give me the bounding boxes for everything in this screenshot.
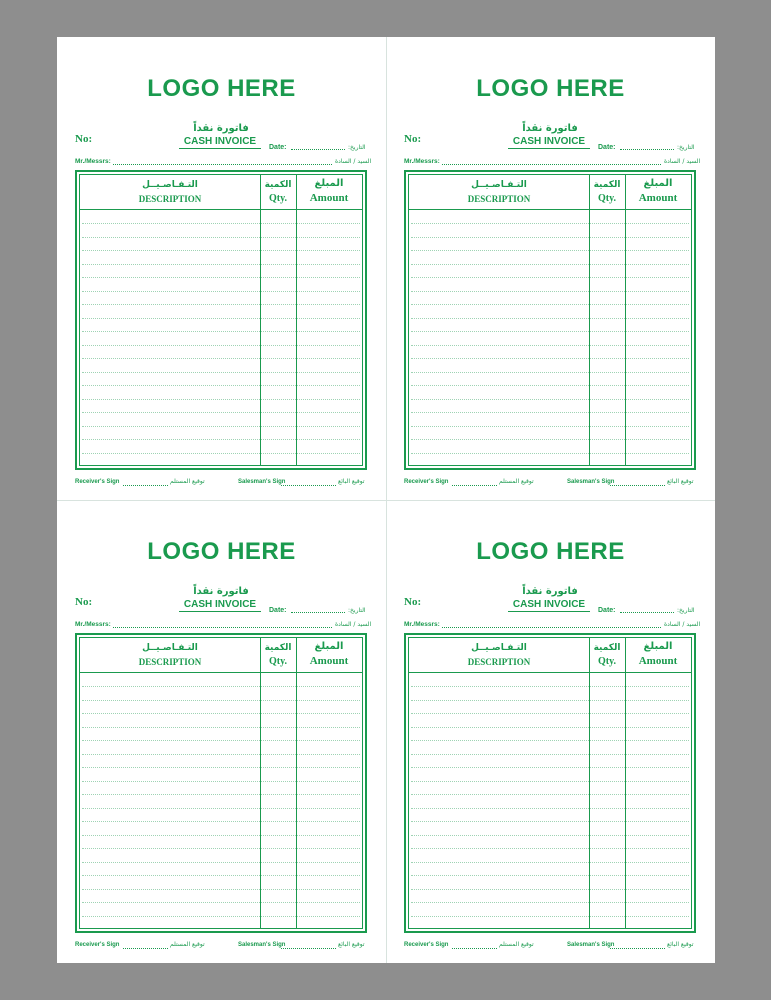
- invoice-title: CASH INVOICE: [179, 599, 261, 612]
- receiver-sign-label-arabic: توقيع المستلم: [170, 478, 205, 485]
- item-row-line: [82, 781, 360, 782]
- receiver-sign-line: [123, 485, 168, 486]
- invoice-title: CASH INVOICE: [508, 136, 590, 149]
- item-row-line: [82, 358, 360, 359]
- salesman-sign-label: Salesman's Sign: [567, 942, 615, 948]
- receiver-sign-label: Receiver's Sign: [75, 479, 120, 485]
- date-field-line: [291, 149, 345, 150]
- item-row-line: [411, 835, 689, 836]
- receiver-sign-line: [452, 485, 497, 486]
- item-row-line: [82, 426, 360, 427]
- items-table-inner: [79, 637, 363, 929]
- item-row-line: [411, 372, 689, 373]
- item-row-line: [411, 700, 689, 701]
- receiver-sign-label: Receiver's Sign: [404, 942, 449, 948]
- date-label-arabic: التاريخ:: [677, 144, 695, 151]
- customer-label: Mr./Messrs:: [404, 621, 440, 628]
- column-divider: [296, 175, 297, 465]
- item-row-line: [411, 875, 689, 876]
- item-row-line: [82, 902, 360, 903]
- invoice-number-label: No:: [404, 133, 422, 145]
- item-row-line: [411, 426, 689, 427]
- qty-header: Qty.: [597, 193, 617, 204]
- item-row-line: [82, 767, 360, 768]
- invoice-title-arabic: فاتورة نقداً: [193, 123, 249, 134]
- invoice-title: CASH INVOICE: [179, 136, 261, 149]
- description-header-arabic: التـفـاصـيــل: [142, 180, 198, 190]
- description-header: DESCRIPTION: [467, 194, 531, 204]
- customer-field-line: [113, 627, 332, 628]
- invoice-form: [57, 500, 386, 963]
- invoice-number-label: No:: [75, 596, 93, 608]
- item-row-line: [82, 862, 360, 863]
- item-row-line: [82, 875, 360, 876]
- item-row-line: [82, 304, 360, 305]
- invoice-title-arabic: فاتورة نقداً: [522, 586, 578, 597]
- receiver-sign-label-arabic: توقيع المستلم: [170, 941, 205, 948]
- column-divider: [260, 175, 261, 465]
- column-divider: [625, 175, 626, 465]
- item-row-line: [82, 453, 360, 454]
- salesman-sign-label-arabic: توقيع البائع: [338, 941, 365, 948]
- item-row-line: [411, 304, 689, 305]
- item-row-line: [82, 794, 360, 795]
- description-header: DESCRIPTION: [138, 194, 202, 204]
- item-row-line: [411, 808, 689, 809]
- salesman-sign-label: Salesman's Sign: [567, 479, 615, 485]
- customer-field-line: [442, 627, 661, 628]
- item-row-line: [411, 821, 689, 822]
- header-divider: [80, 672, 362, 673]
- item-row-line: [82, 237, 360, 238]
- item-row-line: [82, 916, 360, 917]
- item-row-line: [411, 223, 689, 224]
- salesman-sign-line: [281, 485, 336, 486]
- amount-header-arabic: المبلغ: [314, 178, 344, 189]
- item-row-line: [411, 318, 689, 319]
- customer-label: Mr./Messrs:: [75, 158, 111, 165]
- item-row-line: [82, 700, 360, 701]
- header-divider: [80, 209, 362, 210]
- qty-header-arabic: الكمية: [264, 643, 292, 653]
- amount-header-arabic: المبلغ: [314, 641, 344, 652]
- item-row-line: [82, 889, 360, 890]
- item-row-line: [411, 453, 689, 454]
- item-row-line: [411, 727, 689, 728]
- item-row-line: [82, 835, 360, 836]
- salesman-sign-line: [610, 485, 665, 486]
- item-row-line: [82, 277, 360, 278]
- column-divider: [589, 175, 590, 465]
- column-divider: [589, 638, 590, 928]
- item-row-line: [82, 264, 360, 265]
- items-table-inner: [408, 174, 692, 466]
- items-table: [404, 633, 696, 933]
- item-row-line: [411, 794, 689, 795]
- amount-header-arabic: المبلغ: [643, 178, 673, 189]
- item-row-line: [82, 250, 360, 251]
- amount-header: Amount: [309, 655, 349, 667]
- date-field-line: [620, 612, 674, 613]
- logo-placeholder: LOGO HERE: [476, 538, 625, 565]
- item-row-line: [82, 439, 360, 440]
- item-row-line: [411, 740, 689, 741]
- item-row-line: [411, 754, 689, 755]
- items-table-inner: [408, 637, 692, 929]
- date-field-line: [620, 149, 674, 150]
- date-label: Date:: [269, 144, 287, 151]
- salesman-sign-label: Salesman's Sign: [238, 942, 286, 948]
- item-row-line: [82, 331, 360, 332]
- qty-header: Qty.: [268, 193, 288, 204]
- date-label-arabic: التاريخ:: [677, 607, 695, 614]
- salesman-sign-label-arabic: توقيع البائع: [338, 478, 365, 485]
- invoice-title-arabic: فاتورة نقداً: [522, 123, 578, 134]
- date-label: Date:: [598, 607, 616, 614]
- item-row-line: [82, 345, 360, 346]
- date-label-arabic: التاريخ:: [348, 607, 366, 614]
- item-row-line: [82, 372, 360, 373]
- customer-field-line: [113, 164, 332, 165]
- receiver-sign-line: [452, 948, 497, 949]
- logo-placeholder: LOGO HERE: [476, 75, 625, 102]
- column-divider: [296, 638, 297, 928]
- header-divider: [409, 672, 691, 673]
- receiver-sign-line: [123, 948, 168, 949]
- item-row-line: [82, 318, 360, 319]
- salesman-sign-line: [281, 948, 336, 949]
- salesman-sign-line: [610, 948, 665, 949]
- item-row-line: [411, 848, 689, 849]
- receiver-sign-label-arabic: توقيع المستلم: [499, 478, 534, 485]
- item-row-line: [82, 821, 360, 822]
- amount-header-arabic: المبلغ: [643, 641, 673, 652]
- item-row-line: [411, 331, 689, 332]
- date-label-arabic: التاريخ:: [348, 144, 366, 151]
- date-label: Date:: [598, 144, 616, 151]
- items-table: [75, 170, 367, 470]
- item-row-line: [82, 740, 360, 741]
- customer-label-arabic: السيد / السادة: [664, 158, 701, 165]
- item-row-line: [411, 916, 689, 917]
- qty-header: Qty.: [597, 656, 617, 667]
- qty-header: Qty.: [268, 656, 288, 667]
- item-row-line: [82, 848, 360, 849]
- qty-header-arabic: الكمية: [593, 180, 621, 190]
- item-row-line: [411, 889, 689, 890]
- description-header: DESCRIPTION: [138, 657, 202, 667]
- date-label: Date:: [269, 607, 287, 614]
- column-divider: [625, 638, 626, 928]
- date-field-line: [291, 612, 345, 613]
- amount-header: Amount: [638, 655, 678, 667]
- salesman-sign-label-arabic: توقيع البائع: [667, 941, 694, 948]
- item-row-line: [411, 439, 689, 440]
- item-row-line: [411, 399, 689, 400]
- item-row-line: [411, 291, 689, 292]
- receiver-sign-label: Receiver's Sign: [404, 479, 449, 485]
- item-row-line: [411, 412, 689, 413]
- invoice-number-label: No:: [404, 596, 422, 608]
- customer-label-arabic: السيد / السادة: [664, 621, 701, 628]
- item-row-line: [82, 727, 360, 728]
- invoice-form: [386, 37, 715, 500]
- customer-label: Mr./Messrs:: [404, 158, 440, 165]
- description-header-arabic: التـفـاصـيــل: [471, 643, 527, 653]
- customer-label-arabic: السيد / السادة: [335, 621, 372, 628]
- logo-placeholder: LOGO HERE: [147, 538, 296, 565]
- item-row-line: [411, 686, 689, 687]
- item-row-line: [411, 781, 689, 782]
- item-row-line: [82, 412, 360, 413]
- item-row-line: [411, 277, 689, 278]
- column-divider: [260, 638, 261, 928]
- invoice-form: [57, 37, 386, 500]
- item-row-line: [82, 808, 360, 809]
- qty-header-arabic: الكمية: [264, 180, 292, 190]
- receiver-sign-label: Receiver's Sign: [75, 942, 120, 948]
- salesman-sign-label-arabic: توقيع البائع: [667, 478, 694, 485]
- item-row-line: [411, 250, 689, 251]
- item-row-line: [411, 358, 689, 359]
- item-row-line: [411, 264, 689, 265]
- amount-header: Amount: [638, 192, 678, 204]
- print-sheet: [57, 37, 715, 963]
- receiver-sign-label-arabic: توقيع المستلم: [499, 941, 534, 948]
- customer-label-arabic: السيد / السادة: [335, 158, 372, 165]
- item-row-line: [411, 345, 689, 346]
- invoice-form: [386, 500, 715, 963]
- logo-placeholder: LOGO HERE: [147, 75, 296, 102]
- item-row-line: [82, 291, 360, 292]
- item-row-line: [82, 686, 360, 687]
- items-table-inner: [79, 174, 363, 466]
- item-row-line: [82, 713, 360, 714]
- invoice-number-label: No:: [75, 133, 93, 145]
- amount-header: Amount: [309, 192, 349, 204]
- item-row-line: [82, 385, 360, 386]
- item-row-line: [411, 862, 689, 863]
- item-row-line: [411, 713, 689, 714]
- item-row-line: [411, 902, 689, 903]
- header-divider: [409, 209, 691, 210]
- item-row-line: [411, 385, 689, 386]
- item-row-line: [82, 223, 360, 224]
- items-table: [404, 170, 696, 470]
- invoice-title-arabic: فاتورة نقداً: [193, 586, 249, 597]
- invoice-title: CASH INVOICE: [508, 599, 590, 612]
- description-header: DESCRIPTION: [467, 657, 531, 667]
- qty-header-arabic: الكمية: [593, 643, 621, 653]
- description-header-arabic: التـفـاصـيــل: [142, 643, 198, 653]
- salesman-sign-label: Salesman's Sign: [238, 479, 286, 485]
- description-header-arabic: التـفـاصـيــل: [471, 180, 527, 190]
- customer-field-line: [442, 164, 661, 165]
- item-row-line: [411, 767, 689, 768]
- item-row-line: [82, 399, 360, 400]
- customer-label: Mr./Messrs:: [75, 621, 111, 628]
- items-table: [75, 633, 367, 933]
- item-row-line: [411, 237, 689, 238]
- item-row-line: [82, 754, 360, 755]
